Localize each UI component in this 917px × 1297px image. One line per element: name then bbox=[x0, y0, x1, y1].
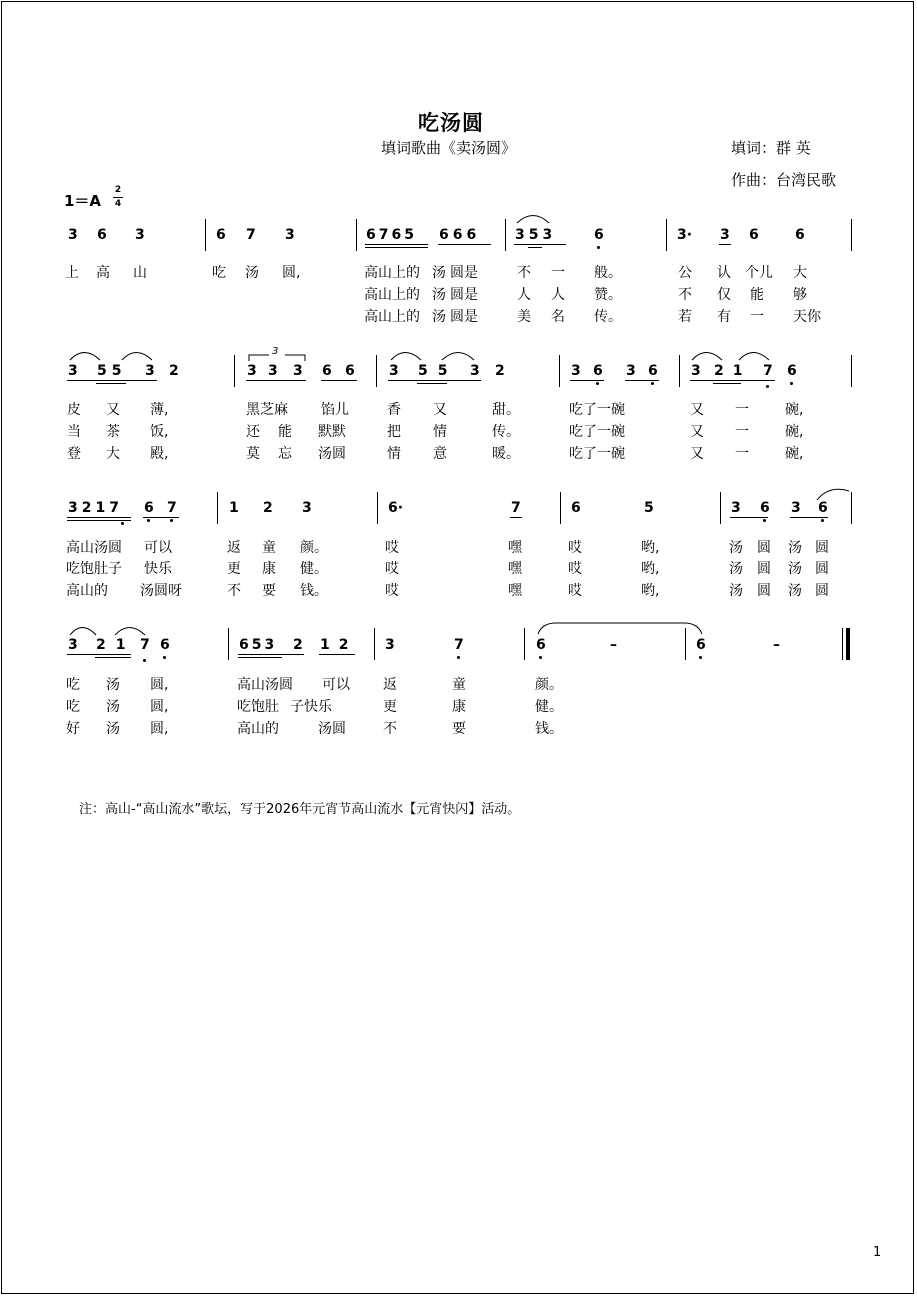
lyric: 哎 bbox=[385, 583, 399, 599]
note: 3 bbox=[68, 227, 78, 243]
lyric: 钱。 bbox=[300, 583, 328, 599]
note: 3 bbox=[389, 363, 399, 379]
lyric: 一 bbox=[735, 446, 749, 462]
lyric: 汤 bbox=[788, 540, 802, 556]
underline bbox=[719, 244, 731, 245]
underline bbox=[67, 520, 131, 521]
note: 7 bbox=[511, 500, 521, 516]
note: 3 bbox=[293, 363, 303, 379]
lyric: 吃 bbox=[66, 677, 80, 693]
lyric: 哎 bbox=[385, 540, 399, 556]
note-group: 353 bbox=[515, 227, 557, 243]
bar-line bbox=[679, 355, 680, 387]
low-octave-dot bbox=[699, 656, 702, 659]
lyric: 哟, bbox=[641, 561, 660, 577]
lyric: 高山上的 bbox=[364, 309, 420, 325]
lyric: 高山汤圆 bbox=[237, 677, 293, 693]
lyric: 汤 bbox=[432, 309, 446, 325]
lyric: 能 bbox=[278, 424, 292, 440]
lyric: 康 bbox=[452, 699, 466, 715]
lyric: 哟, bbox=[641, 583, 660, 599]
lyric: 圆 bbox=[815, 561, 829, 577]
lyric: 圆是 bbox=[450, 309, 478, 325]
note-group: 3217 bbox=[68, 500, 123, 516]
lyric: 嘿 bbox=[508, 540, 522, 556]
lyric: 意 bbox=[433, 446, 447, 462]
lyric: 汤 bbox=[106, 677, 120, 693]
bar-line bbox=[376, 355, 377, 387]
lyric: 汤 bbox=[432, 265, 446, 281]
underline bbox=[238, 657, 282, 658]
note: 6 bbox=[795, 227, 805, 243]
note-group: 653 bbox=[239, 637, 278, 653]
underline bbox=[570, 380, 604, 381]
low-octave-dot bbox=[163, 656, 166, 659]
lyric: 饭, bbox=[150, 424, 169, 440]
underline bbox=[143, 517, 179, 518]
note: 6· bbox=[388, 500, 404, 516]
lyric: 汤 bbox=[245, 265, 259, 281]
note: 2 bbox=[293, 637, 303, 653]
lyric: 还 bbox=[246, 424, 260, 440]
lyric: 圆 bbox=[757, 561, 771, 577]
underline bbox=[365, 247, 428, 248]
note: 2 bbox=[169, 363, 179, 379]
lyric: 吃了一碗 bbox=[569, 446, 625, 462]
lyric: 人 bbox=[517, 287, 531, 303]
underline bbox=[67, 654, 131, 655]
lyric: 当 bbox=[67, 424, 81, 440]
underline bbox=[319, 654, 355, 655]
lyric: 吃 bbox=[66, 699, 80, 715]
lyric: 汤 bbox=[432, 287, 446, 303]
lyric: 又 bbox=[690, 446, 704, 462]
low-octave-dot bbox=[143, 659, 146, 662]
slur bbox=[120, 347, 154, 361]
note: 6 bbox=[216, 227, 226, 243]
note-group: 6765 bbox=[366, 227, 417, 243]
slur bbox=[389, 347, 423, 361]
lyric: 圆是 bbox=[450, 287, 478, 303]
lyric: 嘿 bbox=[508, 561, 522, 577]
lyric: 一 bbox=[735, 402, 749, 418]
lyric: 圆 bbox=[815, 540, 829, 556]
lyric: 赞。 bbox=[594, 287, 622, 303]
lyric: 子快乐 bbox=[290, 699, 332, 715]
bar-line bbox=[234, 355, 235, 387]
lyric: 仅 bbox=[717, 287, 731, 303]
lyric: 吃了一碗 bbox=[569, 402, 625, 418]
lyric: 若 bbox=[678, 309, 692, 325]
meter-line bbox=[113, 197, 123, 198]
low-octave-dot bbox=[597, 246, 600, 249]
dash: – bbox=[773, 637, 780, 653]
lyric: 一 bbox=[735, 424, 749, 440]
lyric: 圆, bbox=[150, 721, 169, 737]
note: 3 bbox=[135, 227, 145, 243]
low-octave-dot bbox=[766, 385, 769, 388]
lyric: 童 bbox=[262, 540, 276, 556]
underline bbox=[713, 383, 741, 384]
low-octave-dot bbox=[121, 522, 124, 525]
final-bar-thin bbox=[842, 628, 843, 660]
note: 3 bbox=[285, 227, 295, 243]
meter-top: 2 bbox=[114, 185, 122, 195]
note: 6 bbox=[160, 637, 170, 653]
lyric: 碗, bbox=[785, 402, 804, 418]
note-group: 55 bbox=[418, 363, 458, 379]
note: 3 bbox=[268, 363, 278, 379]
bar-line bbox=[217, 492, 218, 524]
note-group: 12 bbox=[320, 637, 358, 653]
song-title: 吃汤圆 bbox=[418, 111, 484, 135]
bar-line bbox=[560, 492, 561, 524]
lyric: 山 bbox=[133, 265, 147, 281]
lyric: 般。 bbox=[594, 265, 622, 281]
lyric: 高山上的 bbox=[364, 287, 420, 303]
lyric: 汤 bbox=[106, 721, 120, 737]
lyric: 名 bbox=[551, 309, 565, 325]
slur bbox=[515, 210, 551, 224]
underline bbox=[730, 517, 768, 518]
lyric: 美 bbox=[517, 309, 531, 325]
lyric: 高山上的 bbox=[364, 265, 420, 281]
underline bbox=[510, 517, 522, 518]
bar-line bbox=[205, 219, 206, 251]
note: 3 bbox=[791, 500, 801, 516]
lyric: 汤圆 bbox=[318, 721, 346, 737]
lyric: 忘 bbox=[278, 446, 292, 462]
lyric: 哟, bbox=[641, 540, 660, 556]
lyric: 圆 bbox=[815, 583, 829, 599]
lyric: 大 bbox=[793, 265, 807, 281]
note: 3 bbox=[470, 363, 480, 379]
lyric: 上 bbox=[65, 265, 79, 281]
lyric: 又 bbox=[690, 402, 704, 418]
note: 2 bbox=[495, 363, 505, 379]
note: 2 bbox=[263, 500, 273, 516]
lyric: 吃了一碗 bbox=[569, 424, 625, 440]
time-signature bbox=[113, 185, 123, 210]
lyric: 高山的 bbox=[237, 721, 279, 737]
composer-credit: 作曲：台湾民歌 bbox=[731, 171, 837, 189]
bar-line bbox=[228, 628, 229, 660]
note: 6 bbox=[787, 363, 797, 379]
lyric: 碗, bbox=[785, 446, 804, 462]
lyric: 圆, bbox=[150, 677, 169, 693]
note: 6 bbox=[594, 227, 604, 243]
note: 6 bbox=[593, 363, 603, 379]
underline bbox=[67, 517, 131, 518]
lyric: 传。 bbox=[492, 424, 520, 440]
lyric: 莫 bbox=[246, 446, 260, 462]
bar-line bbox=[374, 628, 375, 660]
lyric: 个儿 bbox=[745, 265, 773, 281]
slur bbox=[737, 347, 771, 361]
lyric: 默默 bbox=[318, 424, 346, 440]
note: 3 bbox=[68, 637, 78, 653]
lyric: 情 bbox=[433, 424, 447, 440]
lyric: 又 bbox=[106, 402, 120, 418]
underline bbox=[388, 380, 481, 381]
note: 6 bbox=[818, 500, 828, 516]
lyric: 汤 bbox=[729, 561, 743, 577]
bar-line bbox=[559, 355, 560, 387]
lyric: 健。 bbox=[535, 699, 563, 715]
lyric: 更 bbox=[227, 561, 241, 577]
underline bbox=[96, 383, 126, 384]
lyric: 可以 bbox=[144, 540, 172, 556]
note: 3 bbox=[145, 363, 155, 379]
bar-line bbox=[505, 219, 506, 251]
lyric: 殿, bbox=[150, 446, 169, 462]
lyric: 返 bbox=[383, 677, 397, 693]
lyric: 馅儿 bbox=[321, 402, 349, 418]
lyric: 要 bbox=[452, 721, 466, 737]
lyric: 不 bbox=[678, 287, 692, 303]
bar-line bbox=[720, 492, 721, 524]
lyric: 哎 bbox=[568, 561, 582, 577]
bar-line bbox=[851, 355, 852, 387]
lyric: 汤圆 bbox=[318, 446, 346, 462]
lyric: 一 bbox=[551, 265, 565, 281]
lyric: 圆 bbox=[757, 540, 771, 556]
note: 6 bbox=[97, 227, 107, 243]
lyric: 哎 bbox=[385, 561, 399, 577]
note: 6 bbox=[749, 227, 759, 243]
lyric: 不 bbox=[227, 583, 241, 599]
lyric: 认 bbox=[717, 265, 731, 281]
note: 6 bbox=[696, 637, 706, 653]
lyric: 高 bbox=[96, 265, 110, 281]
underline bbox=[625, 380, 659, 381]
final-bar-thick bbox=[846, 628, 850, 660]
lyric: 茶 bbox=[106, 424, 120, 440]
low-octave-dot bbox=[457, 656, 460, 659]
note: 3 bbox=[302, 500, 312, 516]
lyric: 高山汤圆 bbox=[66, 540, 122, 556]
underline bbox=[417, 383, 447, 384]
underline bbox=[95, 657, 131, 658]
slur bbox=[440, 347, 476, 361]
lyric: 有 bbox=[717, 309, 731, 325]
lyric: 吃 bbox=[212, 265, 226, 281]
low-octave-dot bbox=[539, 656, 542, 659]
note: 7 bbox=[246, 227, 256, 243]
note: 6 bbox=[322, 363, 332, 379]
triplet-mark: 3 bbox=[272, 346, 279, 357]
low-octave-dot bbox=[170, 519, 173, 522]
bar-line bbox=[851, 219, 852, 251]
underline bbox=[67, 380, 157, 381]
underline bbox=[528, 247, 542, 248]
lyric: 汤 bbox=[788, 561, 802, 577]
dash: – bbox=[610, 637, 617, 653]
tie bbox=[536, 619, 704, 635]
note-group: 21 bbox=[96, 637, 136, 653]
note: 6 bbox=[144, 500, 154, 516]
low-octave-dot bbox=[651, 382, 654, 385]
note: 3 bbox=[720, 227, 730, 243]
slur bbox=[690, 347, 724, 361]
page-number: 1 bbox=[873, 1245, 882, 1260]
lyric: 颜。 bbox=[535, 677, 563, 693]
lyric: 又 bbox=[690, 424, 704, 440]
bar-line bbox=[356, 219, 357, 251]
lyric: 钱。 bbox=[535, 721, 563, 737]
lyric: 圆, bbox=[282, 265, 301, 281]
lyric: 薄, bbox=[150, 402, 169, 418]
lyric: 登 bbox=[67, 446, 81, 462]
lyric: 好 bbox=[66, 721, 80, 737]
note: 7 bbox=[167, 500, 177, 516]
lyric: 吃饱肚 bbox=[237, 699, 279, 715]
note: 7 bbox=[140, 637, 150, 653]
lyric: 吃饱肚子 bbox=[66, 561, 122, 577]
note: 6 bbox=[760, 500, 770, 516]
lyric: 返 bbox=[227, 540, 241, 556]
lyric: 嘿 bbox=[508, 583, 522, 599]
note: 6 bbox=[536, 637, 546, 653]
lyric: 黑芝麻 bbox=[246, 402, 288, 418]
underline bbox=[690, 380, 775, 381]
note: 1 bbox=[229, 500, 239, 516]
lyric: 要 bbox=[262, 583, 276, 599]
low-octave-dot bbox=[790, 382, 793, 385]
lyric: 够 bbox=[793, 287, 807, 303]
lyric: 甜。 bbox=[492, 402, 520, 418]
lyric: 颜。 bbox=[300, 540, 328, 556]
lyric: 汤 bbox=[729, 540, 743, 556]
slur bbox=[815, 487, 851, 501]
underline bbox=[365, 244, 428, 245]
lyric: 天你 bbox=[793, 309, 821, 325]
underline bbox=[514, 244, 566, 245]
lyric: 暖。 bbox=[492, 446, 520, 462]
bar-line bbox=[666, 219, 667, 251]
lyric: 童 bbox=[452, 677, 466, 693]
meter-bottom: 4 bbox=[114, 199, 122, 209]
lyric: 把 bbox=[387, 424, 401, 440]
lyric: 圆 bbox=[757, 583, 771, 599]
underline bbox=[438, 244, 491, 245]
note: 3 bbox=[385, 637, 395, 653]
song-subtitle: 填词歌曲《卖汤圆》 bbox=[381, 139, 517, 157]
lyric: 哎 bbox=[568, 540, 582, 556]
lyric: 传。 bbox=[594, 309, 622, 325]
lyric: 汤圆呀 bbox=[140, 583, 182, 599]
footnote: 注：高山-“高山流水”歌坛，写于2026年元宵节高山流水【元宵快闪】活动。 bbox=[79, 802, 521, 817]
lyric: 快乐 bbox=[144, 561, 172, 577]
lyric: 公 bbox=[678, 265, 692, 281]
underline bbox=[321, 380, 357, 381]
slur bbox=[113, 622, 147, 636]
note: 6 bbox=[345, 363, 355, 379]
lyric: 汤 bbox=[788, 583, 802, 599]
lyric: 哎 bbox=[568, 583, 582, 599]
lyric: 汤 bbox=[106, 699, 120, 715]
lyric: 不 bbox=[383, 721, 397, 737]
note: 3 bbox=[691, 363, 701, 379]
lyric: 一 bbox=[750, 309, 764, 325]
lyric: 可以 bbox=[322, 677, 350, 693]
note: 6 bbox=[571, 500, 581, 516]
low-octave-dot bbox=[763, 519, 766, 522]
low-octave-dot bbox=[821, 519, 824, 522]
lyricist-credit: 填词：群 英 bbox=[731, 139, 811, 157]
low-octave-dot bbox=[596, 382, 599, 385]
note: 3 bbox=[731, 500, 741, 516]
note: 3 bbox=[68, 363, 78, 379]
lyric: 又 bbox=[433, 402, 447, 418]
note: 3 bbox=[626, 363, 636, 379]
note-group: 55 bbox=[97, 363, 127, 379]
lyric: 不 bbox=[517, 265, 531, 281]
underline bbox=[790, 517, 828, 518]
lyric: 人 bbox=[551, 287, 565, 303]
lyric: 更 bbox=[383, 699, 397, 715]
underline bbox=[238, 654, 304, 655]
lyric: 大 bbox=[106, 446, 120, 462]
lyric: 汤 bbox=[729, 583, 743, 599]
slur bbox=[68, 347, 102, 361]
note: 7 bbox=[454, 637, 464, 653]
key-signature: 1＝A bbox=[64, 192, 102, 210]
note: 6 bbox=[648, 363, 658, 379]
lyric: 圆是 bbox=[450, 265, 478, 281]
lyric: 圆, bbox=[150, 699, 169, 715]
lyric: 碗, bbox=[785, 424, 804, 440]
note-group: 21 bbox=[714, 363, 752, 379]
slur bbox=[68, 622, 98, 636]
note: 3 bbox=[571, 363, 581, 379]
note: 7 bbox=[763, 363, 773, 379]
lyric: 能 bbox=[750, 287, 764, 303]
lyric: 健。 bbox=[300, 561, 328, 577]
note-group: 666 bbox=[439, 227, 481, 243]
lyric: 皮 bbox=[67, 402, 81, 418]
bar-line bbox=[524, 628, 525, 660]
note: 5 bbox=[644, 500, 654, 516]
lyric: 高山的 bbox=[66, 583, 108, 599]
bar-line bbox=[851, 492, 852, 524]
lyric: 情 bbox=[387, 446, 401, 462]
underline bbox=[246, 380, 306, 381]
low-octave-dot bbox=[147, 519, 150, 522]
note: 3 bbox=[247, 363, 257, 379]
lyric: 香 bbox=[387, 402, 401, 418]
lyric: 康 bbox=[262, 561, 276, 577]
bar-line bbox=[377, 492, 378, 524]
note: 3· bbox=[677, 227, 693, 243]
